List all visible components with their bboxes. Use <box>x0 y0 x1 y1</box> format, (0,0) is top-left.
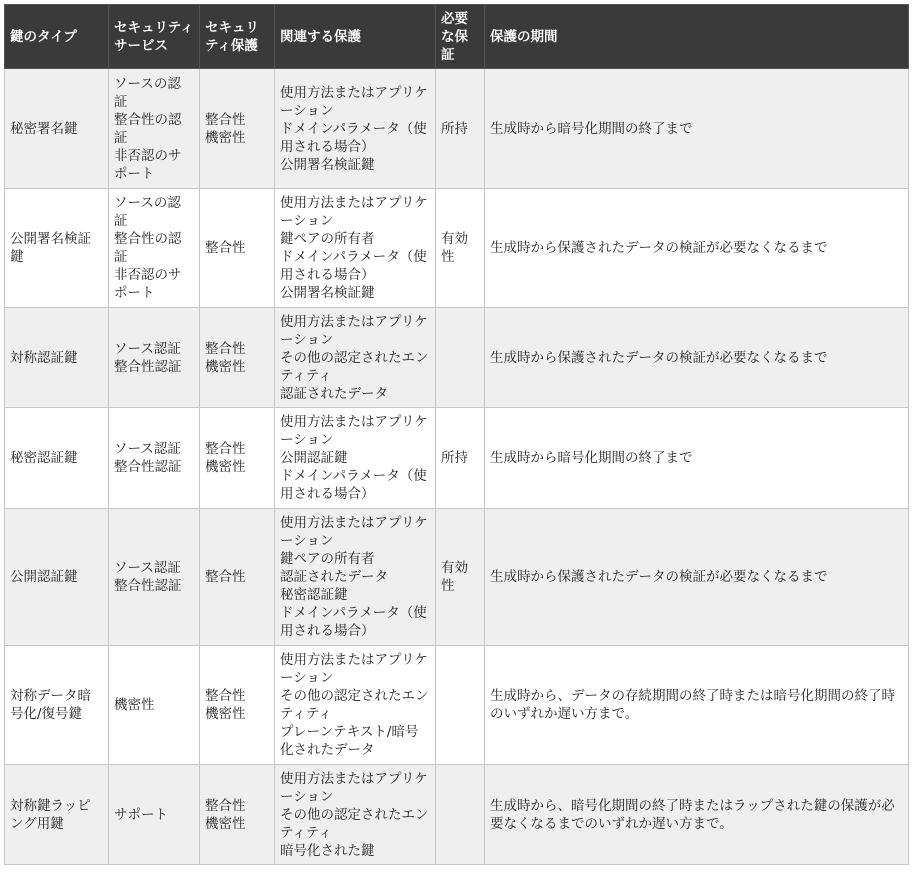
cell-related-protection <box>275 189 436 308</box>
security-protection-item: 整合性 <box>205 240 246 256</box>
cell-security-protection <box>200 646 275 765</box>
table-header-row <box>5 5 909 69</box>
security-service-item: ソースの認証 <box>114 75 181 110</box>
related-protection-item: 使用方法またはアプリケーション <box>280 84 428 119</box>
table-row <box>5 69 909 189</box>
related-protection-item: 使用方法またはアプリケーション <box>280 195 428 229</box>
related-protection-item: 鍵ペアの所有者 <box>280 231 375 247</box>
cell-security-services <box>109 408 200 509</box>
security-protection-item: 機密性 <box>205 129 246 146</box>
security-protection-item: 機密性 <box>205 815 246 832</box>
security-protection-item: 機密性 <box>205 358 246 375</box>
key-protection-table-container <box>4 4 908 865</box>
security-protection-item: 整合性 <box>205 111 246 128</box>
cell-assurance: 所持 <box>436 69 485 189</box>
table-row <box>5 189 909 308</box>
cell-protection-period: 生成時から、データの存続期間の終了時または暗号化期間の終了時のいずれか遅い方まで。 <box>485 646 909 765</box>
related-protection-item: 使用方法またはアプリケーション <box>280 515 428 549</box>
related-protection-item: 公開署名検証鍵 <box>280 285 375 301</box>
related-protection-item: その他の認定されたエンティティ <box>280 806 429 841</box>
related-protection-item: 使用方法またはアプリケーション <box>280 652 428 686</box>
cell-security-protection <box>200 308 275 408</box>
cell-security-protection <box>200 189 275 308</box>
security-service-item: 整合性認証 <box>114 459 182 475</box>
cell-security-services <box>109 189 200 308</box>
cell-related-protection <box>275 408 436 509</box>
related-protection-item: 公開認証鍵 <box>280 450 348 466</box>
related-protection-item: プレーンテキスト/暗号化されたデータ <box>280 724 419 758</box>
cell-related-protection <box>275 765 436 865</box>
related-protection-item: その他の認定されたエンティティ <box>280 688 429 722</box>
header-assurance: 必要な保証 <box>436 5 485 69</box>
cell-key-type: 秘密署名鍵 <box>5 69 109 189</box>
cell-protection-period: 生成時から暗号化期間の終了まで <box>485 69 909 189</box>
cell-key-type: 秘密認証鍵 <box>5 408 109 509</box>
security-service-item: 機密性 <box>114 697 155 713</box>
security-protection-item: 整合性 <box>205 688 246 704</box>
cell-key-type: 対称データ暗号化/復号鍵 <box>5 646 109 765</box>
related-protection-item: 使用方法またはアプリケーション <box>280 414 428 448</box>
security-service-item: 非否認のサポート <box>114 147 182 182</box>
cell-security-services <box>109 646 200 765</box>
cell-assurance <box>436 765 485 865</box>
cell-related-protection <box>275 646 436 765</box>
table-row <box>5 509 909 646</box>
security-protection-item: 整合性 <box>205 797 246 814</box>
related-protection-item: 秘密認証鍵 <box>280 587 348 603</box>
cell-protection-period: 生成時から保護されたデータの検証が必要なくなるまで <box>485 509 909 646</box>
security-service-item: 整合性の認証 <box>114 231 182 265</box>
security-service-item: サポート <box>114 806 168 823</box>
related-protection-item: 使用方法またはアプリケーション <box>280 313 428 348</box>
security-service-item: 整合性認証 <box>114 358 182 375</box>
cell-key-type: 公開署名検証鍵 <box>5 189 109 308</box>
cell-security-services <box>109 308 200 408</box>
security-protection-item: 機密性 <box>205 706 246 722</box>
cell-assurance <box>436 308 485 408</box>
cell-security-services <box>109 765 200 865</box>
security-service-item: ソース認証 <box>114 560 181 576</box>
related-protection-item: その他の認定されたエンティティ <box>280 349 429 384</box>
security-protection-item: 整合性 <box>205 569 246 585</box>
security-protection-item: 機密性 <box>205 459 246 475</box>
related-protection-item: 鍵ペアの所有者 <box>280 551 375 567</box>
related-protection-item: 使用方法またはアプリケーション <box>280 770 428 805</box>
table-row <box>5 408 909 509</box>
security-service-item: 整合性認証 <box>114 578 182 594</box>
security-protection-item: 整合性 <box>205 441 246 457</box>
related-protection-item: 認証されたデータ <box>280 569 388 585</box>
cell-security-protection <box>200 69 275 189</box>
security-service-item: 非否認のサポート <box>114 267 182 301</box>
cell-assurance: 所持 <box>436 408 485 509</box>
cell-security-protection <box>200 765 275 865</box>
key-protection-table <box>4 4 909 865</box>
header-key-type: 鍵のタイプ <box>5 5 109 69</box>
header-related-protection: 関連する保護 <box>275 5 436 69</box>
table-row <box>5 646 909 765</box>
related-protection-item: ドメインパラメータ（使用される場合） <box>280 468 427 502</box>
security-protection-item: 整合性 <box>205 340 246 357</box>
cell-security-services <box>109 69 200 189</box>
header-security-protection: セキュリティ保護 <box>200 5 275 69</box>
related-protection-item: ドメインパラメータ（使用される場合） <box>280 249 427 283</box>
related-protection-item: ドメインパラメータ（使用される場合） <box>280 120 427 155</box>
cell-key-type: 対称認証鍵 <box>5 308 109 408</box>
cell-related-protection <box>275 69 436 189</box>
cell-protection-period: 生成時から、暗号化期間の終了時またはラップされた鍵の保護が必要なくなるまでのいずれか遅い方まで。 <box>485 765 909 865</box>
table-row <box>5 765 909 865</box>
related-protection-item: ドメインパラメータ（使用される場合） <box>280 605 427 639</box>
related-protection-item: 公開署名検証鍵 <box>280 156 375 173</box>
security-service-item: ソースの認証 <box>114 195 181 229</box>
security-service-item: ソース認証 <box>114 340 181 357</box>
cell-key-type: 対称鍵ラッピング用鍵 <box>5 765 109 865</box>
related-protection-item: 認証されたデータ <box>280 385 388 402</box>
security-service-item: ソース認証 <box>114 441 181 457</box>
cell-assurance: 有効性 <box>436 509 485 646</box>
cell-protection-period: 生成時から保護されたデータの検証が必要なくなるまで <box>485 189 909 308</box>
header-security-services: セキュリティサービス <box>109 5 200 69</box>
table-row <box>5 308 909 408</box>
related-protection-item: 暗号化された鍵 <box>280 842 375 859</box>
security-service-item: 整合性の認証 <box>114 111 182 146</box>
cell-protection-period: 生成時から保護されたデータの検証が必要なくなるまで <box>485 308 909 408</box>
cell-protection-period: 生成時から暗号化期間の終了まで <box>485 408 909 509</box>
cell-security-protection <box>200 408 275 509</box>
cell-security-services <box>109 509 200 646</box>
cell-key-type: 公開認証鍵 <box>5 509 109 646</box>
cell-assurance <box>436 646 485 765</box>
cell-related-protection <box>275 509 436 646</box>
cell-assurance: 有効性 <box>436 189 485 308</box>
cell-security-protection <box>200 509 275 646</box>
header-protection-period: 保護の期間 <box>485 5 909 69</box>
cell-related-protection <box>275 308 436 408</box>
